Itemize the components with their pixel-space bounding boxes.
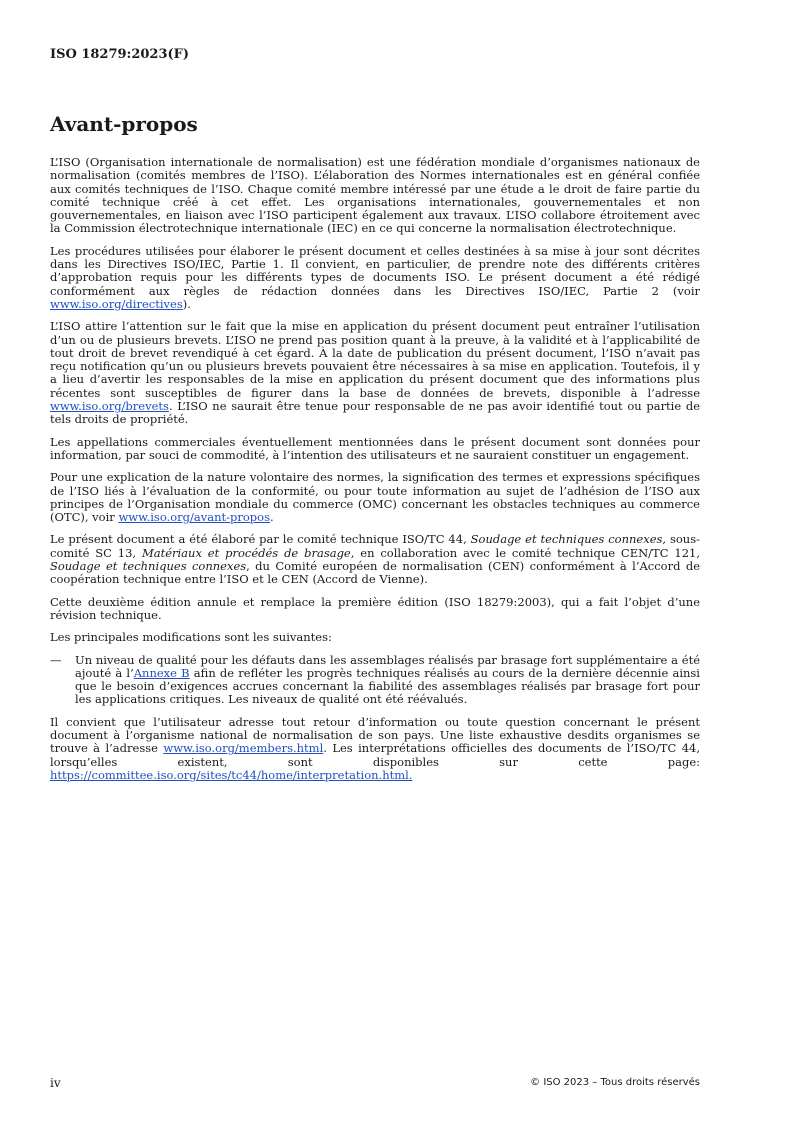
avant-propos-link[interactable]: www.iso.org/avant-propos — [118, 510, 270, 525]
document-id: ISO 18279:2023(F) — [50, 47, 190, 62]
paragraph-iso-intro: L’ISO (Organisation internationale de normalisation) est une fédération mondiale d’organismes nationaux de normalisation (comités membres de l’ISO). L’élaboration des Normes internationales est en général confiée aux comités techniques de l’ISO. Chaque comité membre intéressé par une étude a le droit de faire partie du comité technique créé à cet effet. Les organisations internationales, gouvernementales et non gouvernementales, en liaison avec l’ISO participent également aux travaux. L’ISO collabore étroitement avec la Commission électrotechnique internationale (IEC) en ce qui concerne la normalisation électrotechnique. — [50, 155, 700, 236]
document-body — [50, 156, 700, 791]
list-item — [50, 654, 700, 707]
paragraph-feedback: Il convient que l’utilisateur adresse tout retour d’information ou toute question concernant le présent document à l’organisme national de normalisation de son pays. Une liste exhaustive desdits organismes se trouve à l’adresse www.iso.org/members.html. Les interprétations officielles des documents de l’ISO/TC 44, lorsqu’elles existent, sont disponibles sur cette page: https://committee.iso.org/sites/tc44/home/interpretation.html. — [50, 714, 700, 782]
page-number: iv — [50, 1076, 61, 1090]
paragraph-changes-intro: Les principales modifications sont les suivantes: — [50, 630, 332, 645]
paragraph-trade-names: Les appellations commerciales éventuellement mentionnées dans le présent document sont données pour information, par souci de commodité, à l’intention des utilisateurs et ne sauraient constituer un engagement. — [50, 434, 700, 462]
interpretation-link[interactable]: https://committee.iso.org/sites/tc44/home/interpretation.html. — [50, 767, 413, 782]
paragraph-edition: Cette deuxième édition annule et remplace la première édition (ISO 18279:2003), qui a fait l’objet d’une révision technique. — [50, 594, 700, 622]
page-title: Avant-propos — [50, 112, 198, 136]
brevets-link[interactable]: www.iso.org/brevets — [50, 399, 169, 414]
copyright-notice: © ISO 2023 – Tous droits réservés — [530, 1077, 700, 1088]
paragraph-committee: Le présent document a été élaboré par le comité technique ISO/TC 44, Soudage et techniques connexes, sous-comité SC 13, Matériaux et procédés de brasage, en collaboration avec le comité technique CEN/TC 121, Soudage et techniques connexes, du Comité européen de normalisation (CEN) conformément à l’Accord de coopération technique entre l’ISO et le CEN (Accord de Vienne). — [50, 532, 701, 587]
paragraph-voluntary-nature: Pour une explication de la nature volontaire des normes, la signification des termes et expressions spécifiques de l’ISO liés à l’évaluation de la conformité, ou pour toute information au sujet de l’adhésion de l’ISO aux principes de l’Organisation mondiale du commerce (OMC) concernant les obstacles techniques au commerce (OTC), voir www.iso.org/avant-propos. — [50, 470, 700, 525]
list-item-text: Un niveau de qualité pour les défauts dans les assemblages réalisés par brasage fort supplémentaire a été ajouté à l’Annexe B afin de refléter les progrès techniques réalisés au cours de la dernière décennie ainsi que le besoin d’exigences accrues concernant la fiabilité des assemblages réalisés par brasage fort pour les applications critiques. Les niveaux de qualité ont été réévalués. — [75, 652, 700, 707]
directives-link[interactable]: www.iso.org/directives — [50, 296, 183, 311]
paragraph-patents: L’ISO attire l’attention sur le fait que la mise en application du présent document peut entraîner l’utilisation d’un ou de plusieurs brevets. L’ISO ne prend pas position quant à la preuve, à la validité et à l’applicabilité de tout droit de brevet revendiqué à cet égard. À la date de publication du présent document, l’ISO n’avait pas reçu notification qu’un ou plusieurs brevets pouvaient être nécessaires à sa mise en application. Toutefois, il y a lieu d’avertir les responsables de la mise en application du présent document que des informations plus récentes sont susceptibles de figurer dans la base de données de brevets, disponible à l’adresse www.iso.org/brevets. L’ISO ne saurait être tenue pour responsable de ne pas avoir identifié tout ou partie de tels droits de propriété. — [50, 319, 700, 427]
annexe-b-link[interactable]: Annexe B — [133, 665, 190, 680]
list-dash: — — [50, 652, 62, 667]
members-link[interactable]: www.iso.org/members.html — [163, 741, 324, 756]
paragraph-procedures: Les procédures utilisées pour élaborer le présent document et celles destinées à sa mise à jour sont décrites dans les Directives ISO/IEC, Partie 1. Il convient, en particulier, de prendre note des différents critères d’approbation requis pour les différents types de documents ISO. Le présent document a été rédigé conformément aux règles de rédaction données dans les Directives ISO/IEC, Partie 2 (voir www.iso.org/directives). — [50, 243, 700, 311]
